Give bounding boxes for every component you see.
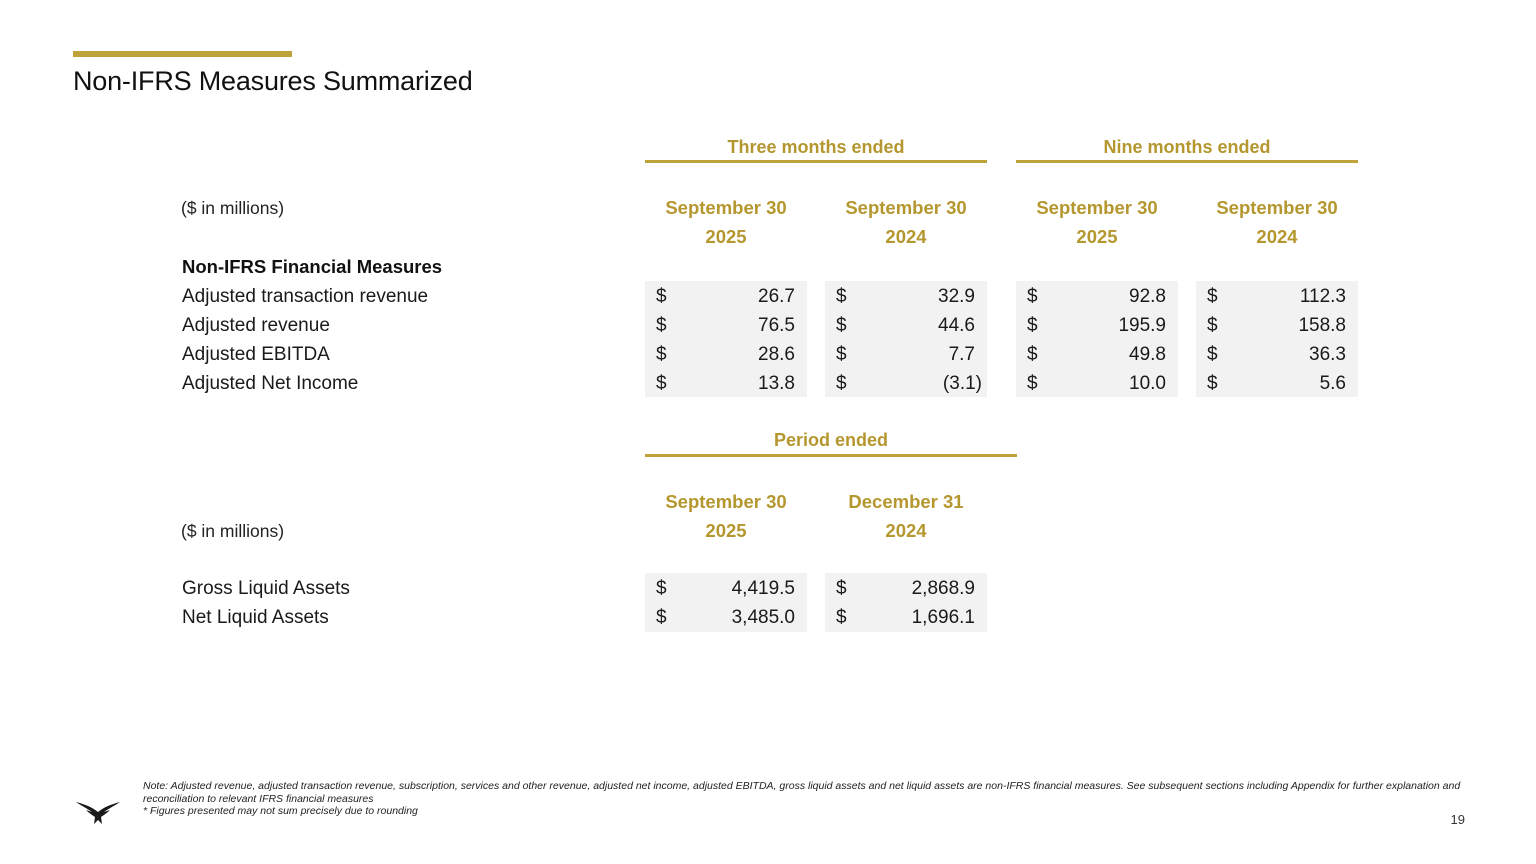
value-cell [645, 574, 807, 603]
group-header-nine-months: Nine months ended [1103, 137, 1271, 157]
row-label: Net Liquid Assets [182, 607, 329, 628]
value-cell [1016, 311, 1178, 340]
value-cell [1196, 282, 1358, 311]
currency-symbol: $ [1027, 286, 1038, 307]
currency-symbol: $ [656, 315, 667, 336]
group-rule-period-ended [645, 454, 1017, 457]
value: 2,868.9 [911, 578, 975, 599]
value-cell [645, 282, 807, 311]
currency-symbol: $ [656, 286, 667, 307]
value: 92.8 [1129, 286, 1166, 307]
value: 3,485.0 [731, 607, 795, 628]
row-label: Adjusted revenue [182, 315, 330, 336]
currency-symbol: $ [1207, 315, 1218, 336]
currency-symbol: $ [656, 578, 667, 599]
currency-symbol: $ [1027, 344, 1038, 365]
value: 36.3 [1309, 344, 1346, 365]
currency-symbol: $ [656, 344, 667, 365]
footnote [143, 780, 1463, 818]
column-header [825, 193, 987, 251]
column-header [1196, 193, 1358, 251]
currency-symbol: $ [1027, 315, 1038, 336]
title-accent-bar [73, 51, 292, 57]
value: 10.0 [1129, 373, 1166, 394]
footnote-rounding: * Figures presented may not sum precisely due to rounding [143, 805, 418, 817]
value-cell [1196, 340, 1358, 369]
column-header-line1: December 31 [848, 491, 964, 512]
row-label: Adjusted Net Income [182, 373, 359, 394]
value: 13.8 [758, 373, 795, 394]
row-label: Adjusted EBITDA [182, 344, 330, 365]
currency-symbol: $ [1207, 344, 1218, 365]
value: 7.7 [948, 344, 975, 365]
unit-label: ($ in millions) [181, 198, 285, 218]
currency-symbol: $ [836, 373, 847, 394]
value-cell [825, 311, 987, 340]
column-header-line2: 2024 [885, 226, 927, 247]
currency-symbol: $ [836, 607, 847, 628]
column-header-line1: September 30 [1036, 197, 1158, 218]
section-label: Non-IFRS Financial Measures [182, 256, 443, 277]
value-cell [825, 603, 987, 632]
value: 44.6 [938, 315, 975, 336]
page-title: Non-IFRS Measures Summarized [73, 66, 473, 96]
value-cell [825, 340, 987, 369]
row-label: Gross Liquid Assets [182, 578, 350, 599]
column-header-line1: September 30 [665, 491, 787, 512]
value: 32.9 [938, 286, 975, 307]
currency-symbol: $ [1027, 373, 1038, 394]
column-header-line2: 2025 [1076, 226, 1118, 247]
unit-label: ($ in millions) [181, 521, 285, 541]
value-cell [645, 340, 807, 369]
group-header-period-ended: Period ended [773, 430, 889, 450]
value: 28.6 [758, 344, 795, 365]
column-header-line1: September 30 [1216, 197, 1338, 218]
bird-wing-logo-icon [74, 798, 122, 826]
value-cell [825, 369, 987, 398]
page-number: 19 [1450, 812, 1465, 827]
column-header [825, 487, 987, 545]
column-header [1016, 193, 1178, 251]
group-rule-three-months [645, 160, 987, 163]
value-cell [1196, 311, 1358, 340]
value-cell [645, 369, 807, 398]
value-cell [645, 311, 807, 340]
value: 158.8 [1298, 315, 1346, 336]
value: 112.3 [1299, 286, 1346, 307]
value-cell [645, 603, 807, 632]
value: 5.6 [1319, 373, 1346, 394]
column-header-line2: 2024 [1256, 226, 1298, 247]
currency-symbol: $ [836, 344, 847, 365]
currency-symbol: $ [836, 286, 847, 307]
value-cell [1196, 369, 1358, 398]
currency-symbol: $ [1207, 286, 1218, 307]
value-cell [1016, 369, 1178, 398]
group-rule-nine-months [1016, 160, 1358, 163]
value: (3.1) [942, 373, 982, 394]
value: 26.7 [758, 286, 795, 307]
value: 49.8 [1129, 344, 1166, 365]
currency-symbol: $ [836, 578, 847, 599]
column-header-line2: 2025 [705, 226, 747, 247]
group-header-three-months: Three months ended [727, 137, 905, 157]
column-header-line1: September 30 [665, 197, 787, 218]
footnote-note: Note: Adjusted revenue, adjusted transaction revenue, subscription, services and other revenue, adjusted net income, adjusted EBITDA, gross liquid assets and net liquid assets are non-IFRS financial measures. See subsequent sections including Appendix for further explanation and reconciliation to relevant IFRS financial measures [143, 780, 1461, 805]
value: 1,696.1 [911, 607, 975, 628]
value-cell [1016, 282, 1178, 311]
value: 4,419.5 [731, 578, 795, 599]
value-cell [825, 574, 987, 603]
column-header [645, 487, 807, 545]
row-label: Adjusted transaction revenue [182, 286, 429, 307]
column-header-line2: 2025 [705, 520, 747, 541]
column-header-line1: September 30 [845, 197, 967, 218]
value-cell [1016, 340, 1178, 369]
column-header [645, 193, 807, 251]
currency-symbol: $ [836, 315, 847, 336]
value-cell [825, 282, 987, 311]
currency-symbol: $ [1207, 373, 1218, 394]
column-header-line2: 2024 [885, 520, 927, 541]
currency-symbol: $ [656, 607, 667, 628]
value: 76.5 [758, 315, 795, 336]
currency-symbol: $ [656, 373, 667, 394]
value: 195.9 [1118, 315, 1166, 336]
